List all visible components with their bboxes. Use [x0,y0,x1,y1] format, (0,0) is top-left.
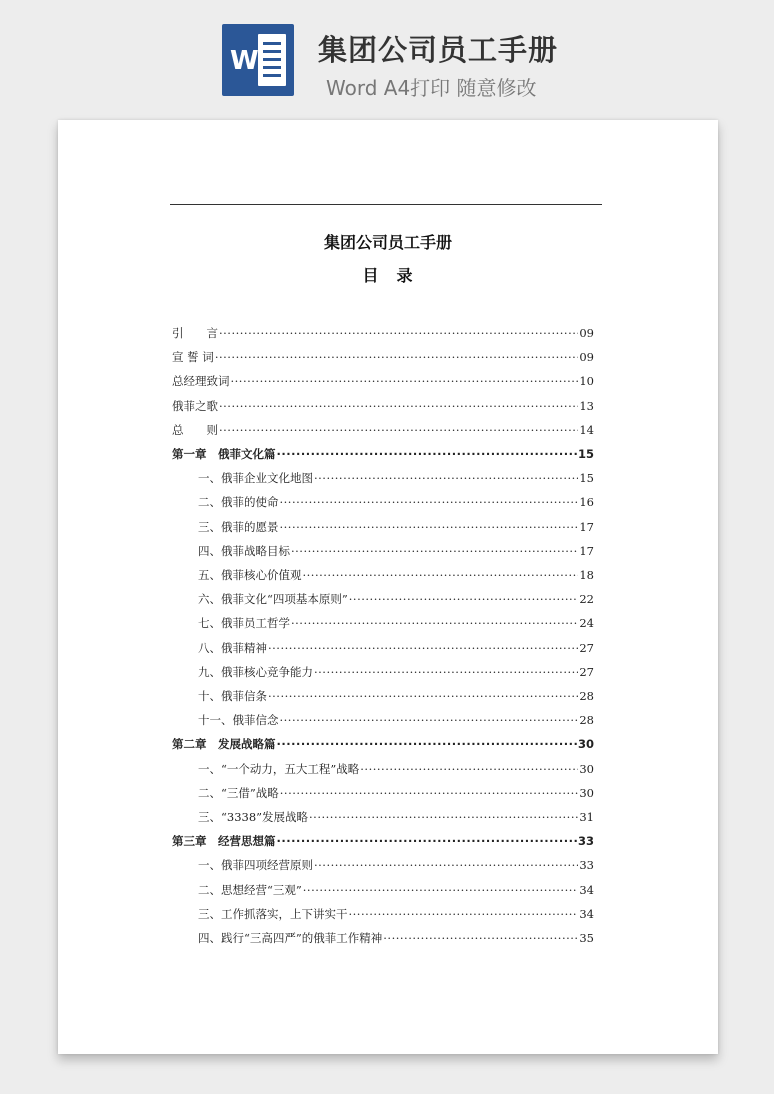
toc-entry[interactable] [172,421,594,439]
banner [0,0,774,110]
banner-subtitle: Word A4打印 随意修改 [326,76,537,100]
toc-entry[interactable] [198,566,594,584]
toc-entry-page: 33 [579,858,594,873]
toc-entry-label: 二、“三借”战略 [198,785,279,800]
toc-leader-dots [268,687,578,705]
toc-leader-dots [349,590,579,608]
toc-entry-page: 09 [579,326,594,340]
toc-entry[interactable] [198,469,594,487]
toc-entry-label: 第三章 经营思想篇 [172,834,276,849]
word-doc-icon [222,24,294,96]
toc-leader-dots [280,518,579,536]
toc-entry-page: 17 [579,543,594,558]
toc-entry[interactable] [198,856,594,874]
toc-entry-page: 10 [579,374,594,389]
toc-entry-page: 34 [579,906,594,921]
toc-entry-label: 一、俄菲四项经营原则 [198,858,313,873]
toc-leader-dots [303,566,579,584]
toc-entry[interactable] [198,929,594,947]
document-page [58,120,718,1054]
toc-entry[interactable] [198,711,594,729]
toc-entry-page: 28 [579,713,594,728]
toc-leader-dots [314,469,578,487]
toc-entry-label: 七、俄菲员工哲学 [198,616,290,631]
toc-entry[interactable] [172,372,594,390]
toc-entry[interactable] [198,518,594,536]
toc-leader-dots [280,711,579,729]
toc-leader-dots [291,542,578,560]
toc-entry-label: 四、践行“三高四严”的俄菲工作精神 [198,931,383,945]
toc-entry[interactable] [172,735,594,753]
banner-title: 集团公司员工手册 [318,33,559,67]
toc-entry[interactable] [172,397,594,415]
toc-leader-dots [231,372,579,390]
toc-entry-page: 30 [579,785,594,800]
toc-entry-label: 总 则 [172,422,218,437]
toc-leader-dots [277,832,577,850]
toc-leader-dots [268,639,578,657]
toc-entry-page: 09 [579,350,594,365]
toc-entry-label: 二、思想经营“三观” [198,882,302,897]
toc-entry[interactable] [172,832,594,850]
toc-entry[interactable] [198,639,594,657]
toc-entry-page: 13 [579,398,594,413]
toc-entry-page: 14 [579,422,594,437]
toc-entry[interactable] [198,808,594,826]
toc-entry-label: 四、俄菲战略目标 [198,543,290,558]
toc-entry-label: 第一章 俄菲文化篇 [172,447,276,461]
toc-leader-dots [383,929,578,947]
toc-leader-dots [303,881,579,899]
toc-entry[interactable] [198,687,594,705]
toc-entry-page: 30 [577,737,594,752]
toc-leader-dots [349,905,579,923]
toc-entry-label: 十一、俄菲信念 [198,713,279,728]
toc-entry-label: 宣 誓 词 [172,350,214,365]
toc-entry-label: 引 言 [172,326,218,340]
toc-entry-label: 三、工作抓落实，上下讲实干 [198,906,348,921]
toc-entry-page: 28 [579,689,594,703]
toc-entry-page: 30 [579,761,594,776]
toc-leader-dots [219,421,578,439]
toc-entry-label: 俄菲之歌 [172,398,218,413]
toc-entry-label: 五、俄菲核心价值观 [198,568,302,582]
toc-leader-dots [314,663,578,681]
toc-entry-page: 34 [579,882,594,897]
toc-entry[interactable] [198,905,594,923]
toc-entry[interactable] [198,614,594,632]
toc-leader-dots [314,856,578,874]
toc-entry-label: 第二章 发展战略篇 [172,737,276,752]
toc-entry-label: 十、俄菲信条 [198,689,267,703]
toc-entry-page: 22 [579,592,594,607]
toc-entry[interactable] [198,590,594,608]
word-logo-letter: W [230,46,259,76]
toc-entry-page: 35 [579,931,594,945]
toc-entry[interactable] [198,493,594,511]
toc-entry[interactable] [172,348,594,366]
toc-entry-label: 八、俄菲精神 [198,640,267,655]
toc-entry-label: 九、俄菲核心竞争能力 [198,664,313,679]
toc-leader-dots [277,735,577,753]
toc-entry-label: 六、俄菲文化“四项基本原则” [198,592,348,607]
document-title: 集团公司员工手册 [323,233,452,252]
toc-entry-page: 16 [579,495,594,510]
toc-leader-dots [280,493,579,511]
toc-leader-dots [277,445,577,463]
toc-entry-page: 18 [579,568,594,582]
toc-entry-page: 15 [579,471,594,486]
toc-entry-page: 31 [579,810,594,824]
toc-leader-dots [215,348,579,366]
toc-entry[interactable] [198,760,594,778]
toc-leader-dots [309,808,578,826]
toc-leader-dots [219,397,578,415]
toc-entry-page: 24 [579,616,594,631]
toc-entry[interactable] [198,542,594,560]
toc-entry-page: 33 [577,834,594,849]
toc-entry[interactable] [198,663,594,681]
toc-entry-label: 一、俄菲企业文化地图 [198,471,313,486]
toc-entry[interactable] [172,324,594,342]
toc-entry[interactable] [198,784,594,802]
toc-leader-dots [280,784,579,802]
toc-leader-dots [291,614,578,632]
toc-entry-page: 17 [579,519,594,534]
toc-entry-label: 三、“3338”发展战略 [198,810,309,824]
toc-leader-dots [360,760,578,778]
toc-entry[interactable] [172,445,594,463]
header-rule [170,204,602,205]
toc-entry[interactable] [198,881,594,899]
toc-leader-dots [219,324,578,342]
document-subtitle: 目 录 [362,266,414,285]
toc-entry-label: 三、俄菲的愿景 [198,519,279,534]
toc-entry-label: 一、“一个动力，五大工程”战略 [198,761,360,776]
toc-entry-label: 总经理致词 [172,374,230,389]
toc-entry-page: 27 [579,664,594,679]
toc-entry-page: 27 [579,640,594,655]
toc-entry-label: 二、俄菲的使命 [198,495,279,510]
toc-entry-page: 15 [577,447,594,461]
